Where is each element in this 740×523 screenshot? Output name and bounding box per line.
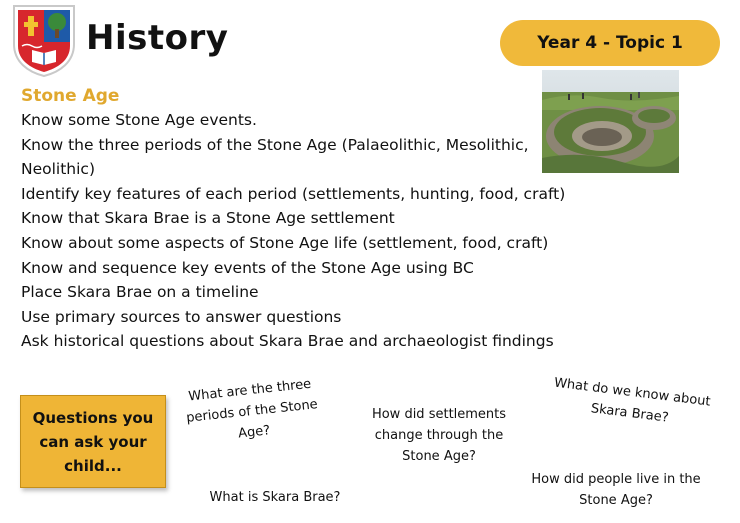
learning-objectives — [21, 84, 621, 354]
question-text: What do we know about Skara Brae? — [553, 375, 712, 426]
objective-item: Ask historical questions about Skara Brae and archaeologist findings — [21, 332, 554, 351]
question-text: What are the three periods of the Stone Age? — [185, 376, 319, 442]
objective-item: Know some Stone Age events. — [21, 111, 257, 129]
objective-item: Place Skara Brae on a timeline — [21, 283, 259, 302]
objective-item: Know about some aspects of Stone Age life (settlement, food, craft) — [21, 233, 549, 252]
questions-box-label: Questions you can ask your child... — [32, 408, 154, 475]
objective-item: Know the three periods of the Stone Age (Palaeolithic, Mesolithic, Neolithic) — [21, 135, 529, 179]
objective-item: Know that Skara Brae is a Stone Age settlement — [21, 209, 395, 228]
topic-badge — [500, 20, 720, 66]
objective-item: Know and sequence key events of the Stone Age using BC — [21, 258, 474, 277]
objective-item: Use primary sources to answer questions — [21, 307, 342, 326]
question-text: How did settlements change through the Stone Age? — [371, 407, 507, 464]
topic-label: Year 4 - Topic 1 — [537, 33, 683, 53]
questions-box — [20, 395, 166, 488]
objective-item: Identify key features of each period (settlements, hunting, food, craft) — [21, 184, 566, 203]
question-text: How did people live in the Stone Age? — [531, 472, 701, 508]
page-title: History — [86, 18, 229, 58]
question-text: What is Skara Brae? — [209, 490, 341, 505]
school-crest-icon — [10, 4, 78, 78]
topic-subtitle: Stone Age — [21, 86, 120, 106]
